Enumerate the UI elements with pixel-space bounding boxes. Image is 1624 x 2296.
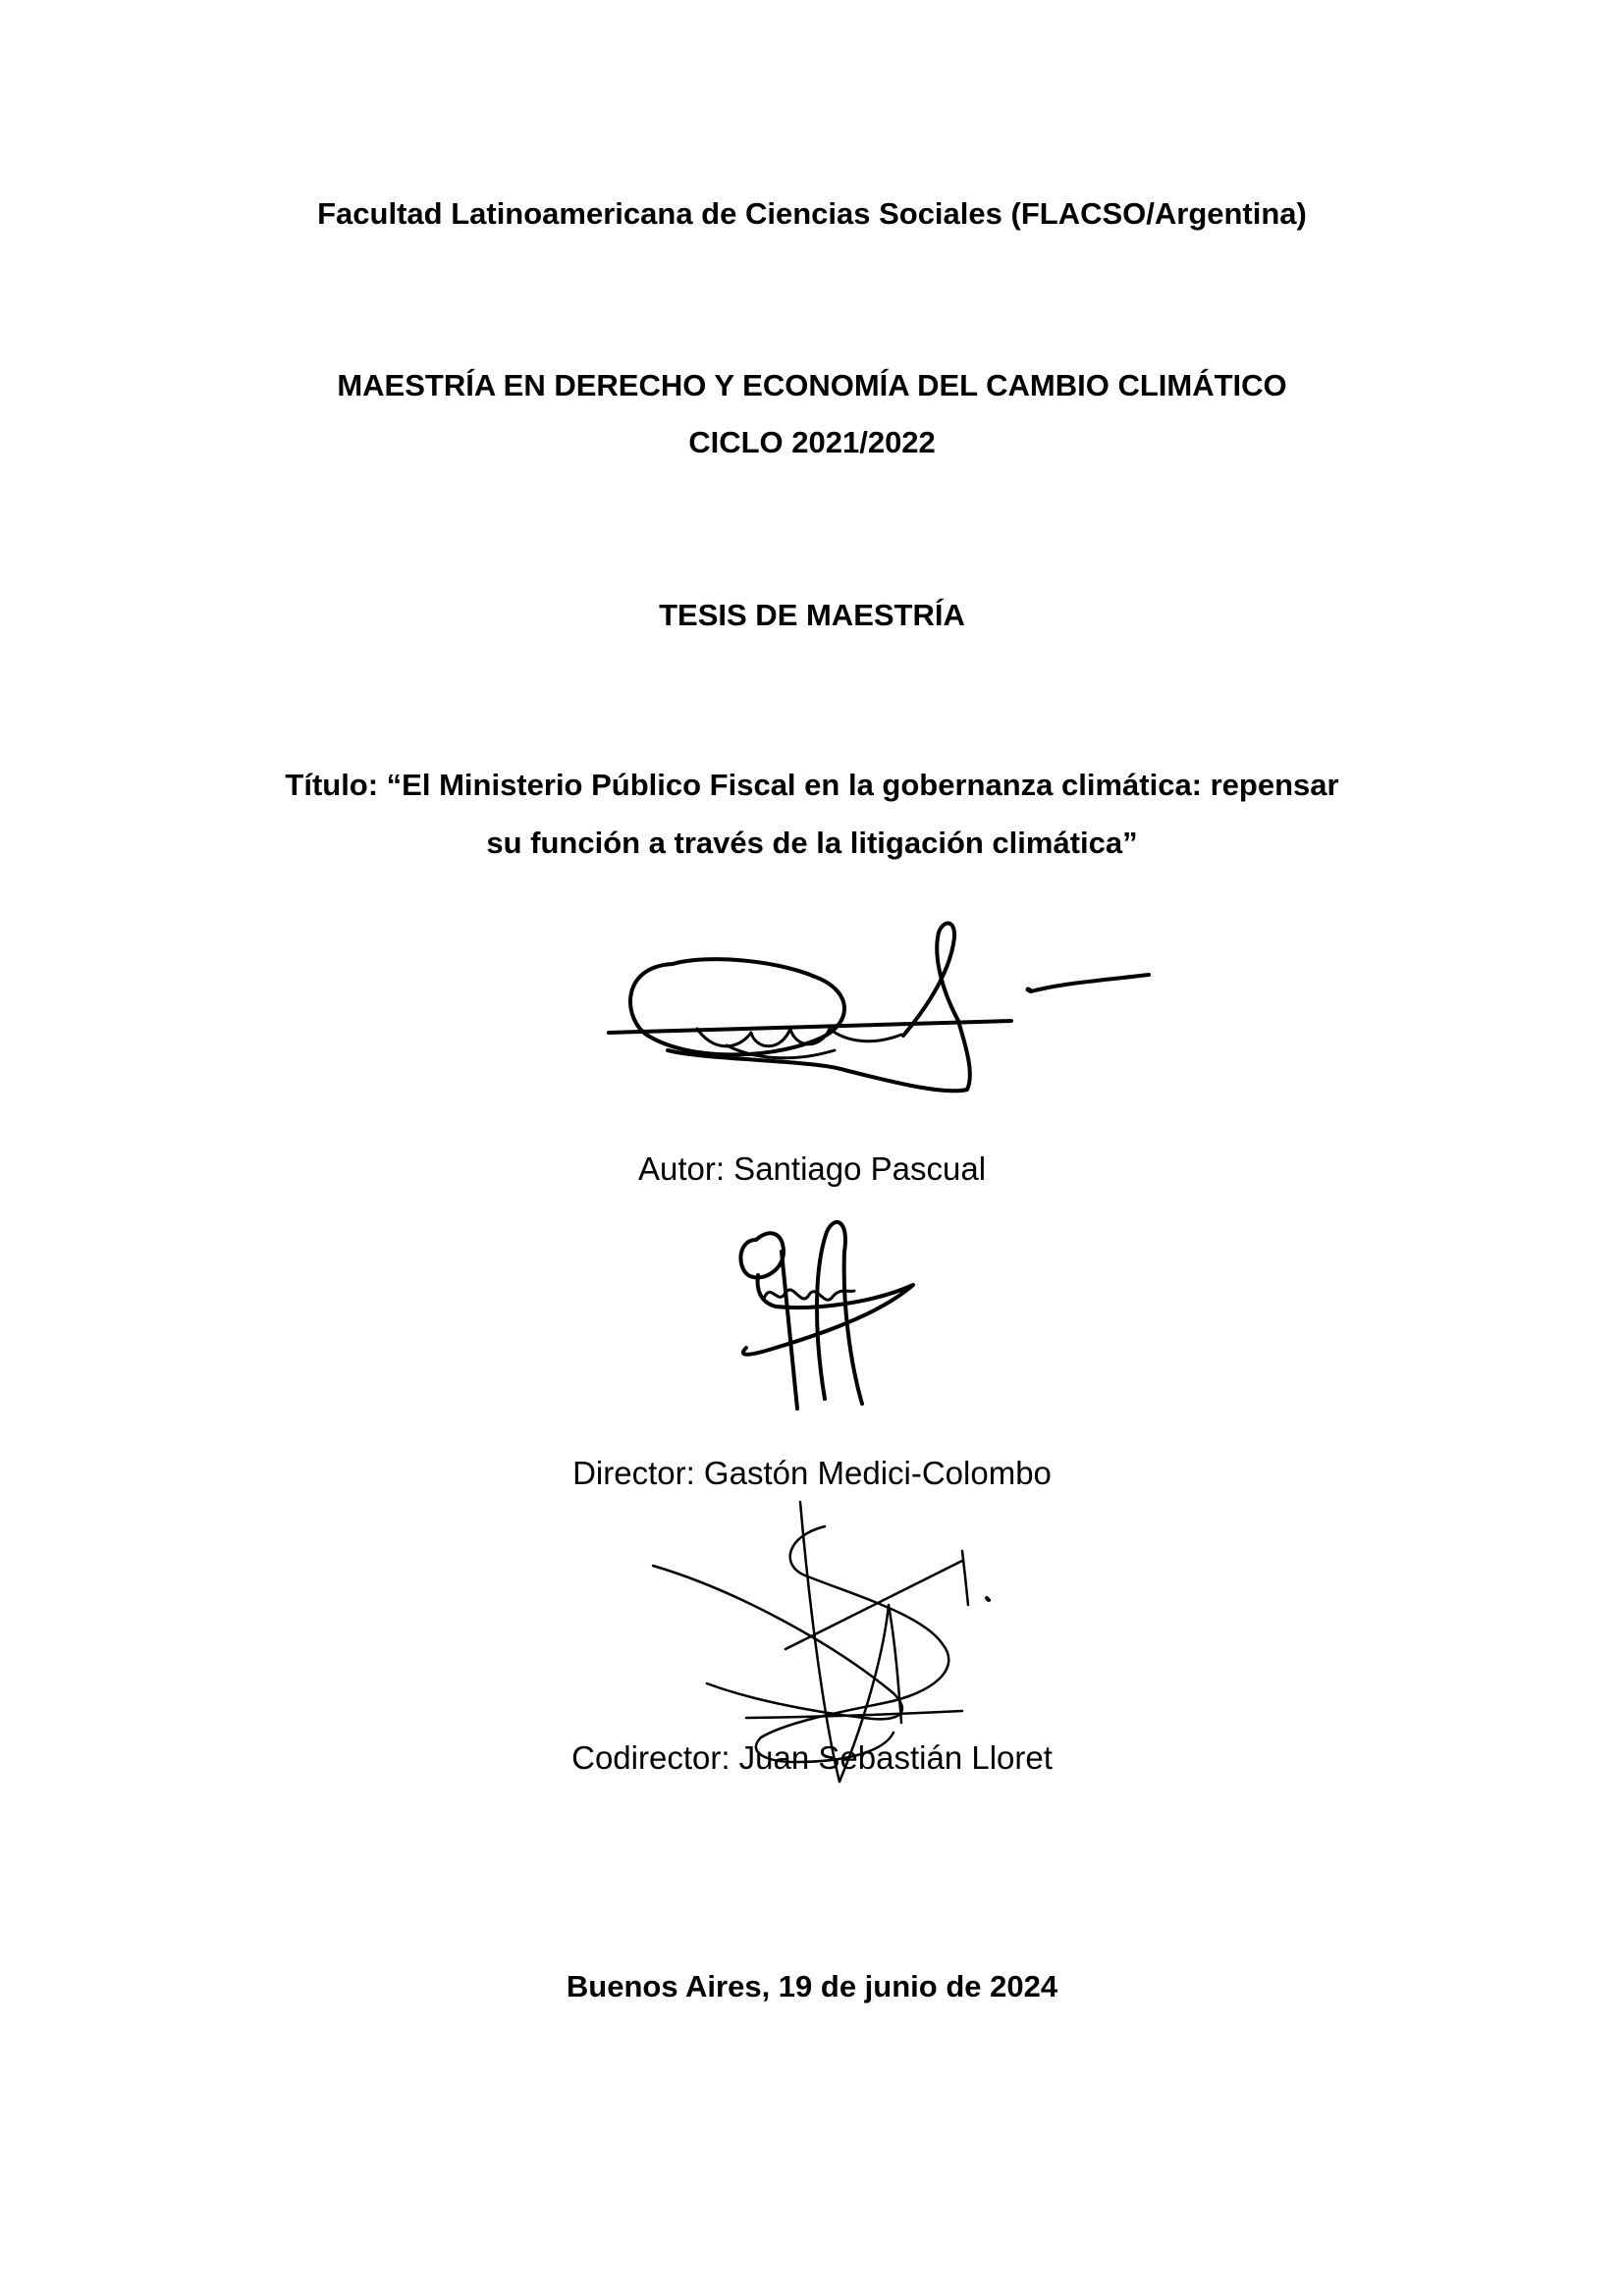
director-line: Director: Gastón Medici-Colombo xyxy=(572,1455,1052,1491)
thesis-title-line-2: su función a través de la litigación climática” xyxy=(486,826,1138,860)
institution-name: Facultad Latinoamericana de Ciencias Sociales (FLACSO/Argentina) xyxy=(317,196,1307,231)
author-line: Autor: Santiago Pascual xyxy=(637,1150,987,1187)
thesis-title-line-1: Título: “El Ministerio Público Fiscal en la gobernanza climática: repensar xyxy=(285,768,1339,802)
author-signature xyxy=(589,913,1178,1109)
place-and-date: Buenos Aires, 19 de junio de 2024 xyxy=(566,1969,1058,2003)
document-type: TESIS DE MAESTRÍA xyxy=(659,598,965,632)
director-signature xyxy=(717,1212,933,1418)
program-cycle: CICLO 2021/2022 xyxy=(688,425,936,459)
program-name: MAESTRÍA EN DERECHO Y ECONOMÍA DEL CAMBIO CLIMÁTICO xyxy=(337,368,1287,402)
codirector-line: Codirector: Juan Sebastián Lloret xyxy=(571,1739,1053,1776)
